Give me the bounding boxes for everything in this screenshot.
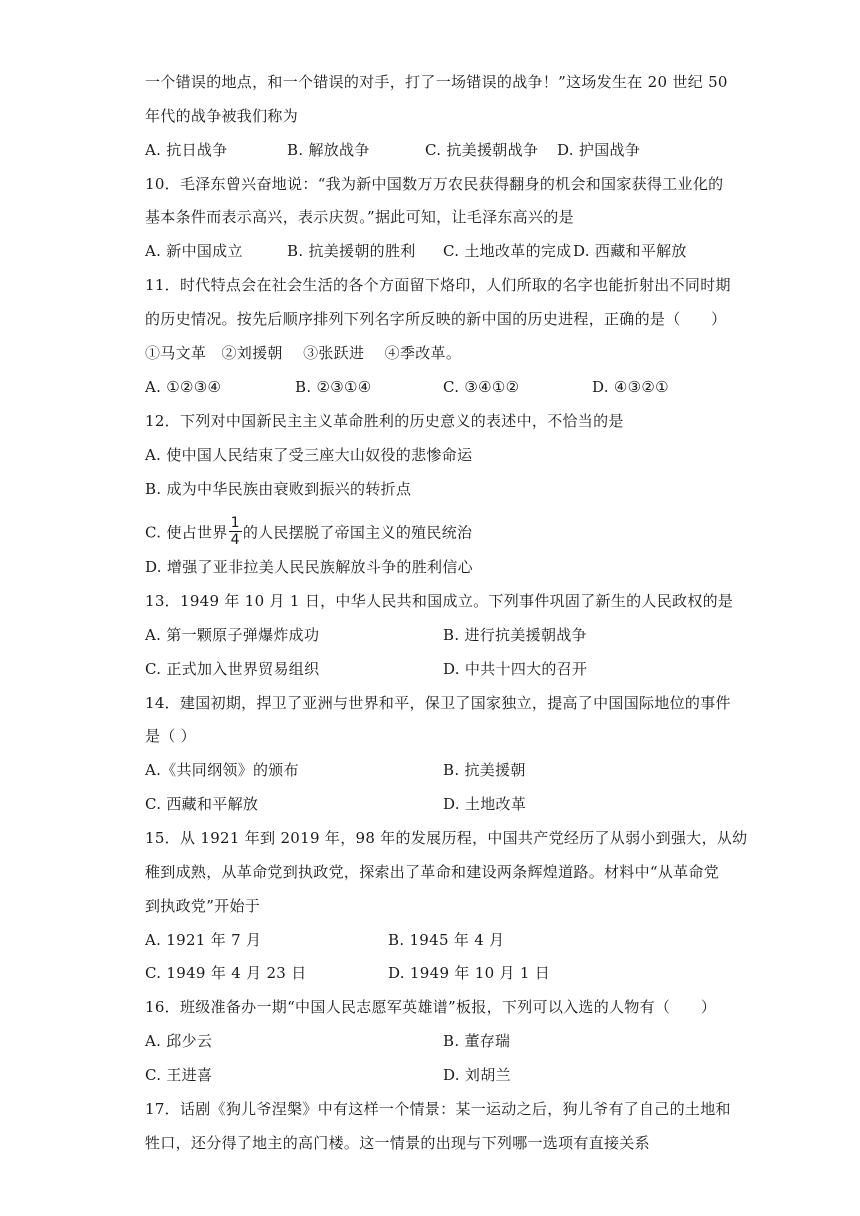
- q12-option-a: A. 使中国人民结束了受三座大山奴役的悲惨命运: [145, 446, 473, 464]
- q9-option-c: C. 抗美援朝战争: [425, 141, 539, 159]
- q11-line-1: 11．时代特点会在社会生活的各个方面留下烙印，人们所取的名字也能折射出不同时期: [145, 276, 731, 294]
- q9-line-2: 年代的战争被我们称为: [145, 107, 299, 125]
- q14-option-d: D. 土地改革: [443, 795, 527, 813]
- q9-line-1: 一个错误的地点，和一个错误的对手，打了一场错误的战争！”这场发生在 20 世纪 50: [145, 73, 728, 91]
- q13-stem: 13．1949 年 10 月 1 日，中华人民共和国成立。下列事件巩固了新生的人民政权的是: [145, 592, 734, 610]
- q14-line-2: 是（ ）: [145, 727, 196, 745]
- q12-stem: 12．下列对中国新民主主义革命胜利的历史意义的表述中，不恰当的是: [145, 412, 624, 430]
- q16-option-b: B. 董存瑞: [443, 1032, 511, 1050]
- q15-option-b: B. 1945 年 4 月: [388, 931, 505, 949]
- q14-option-c: C. 西藏和平解放: [145, 795, 259, 813]
- fraction-denominator: 4: [230, 532, 240, 548]
- q12-option-c: [145, 517, 472, 550]
- q15-line-3: 到执政党”开始于: [145, 897, 261, 915]
- q11-option-d: D. ④③②①: [592, 378, 669, 396]
- fraction-numerator: 1: [230, 515, 240, 531]
- q10-option-d: D. 西藏和平解放: [573, 242, 687, 260]
- q13-option-a: A. 第一颗原子弹爆炸成功: [145, 626, 320, 644]
- q15-option-d: D. 1949 年 10 月 1 日: [388, 964, 551, 982]
- q17-line-2: 牲口，还分得了地主的高门楼。这一情景的出现与下列哪一选项有直接关系: [145, 1134, 650, 1152]
- q11-option-c: C. ③④①②: [443, 378, 520, 396]
- fraction-one-quarter: [229, 515, 242, 548]
- q15-option-c: C. 1949 年 4 月 23 日: [145, 964, 307, 982]
- q14-option-a: A.《共同纲领》的颁布: [145, 761, 299, 779]
- q9-option-b: B. 解放战争: [287, 141, 370, 159]
- q11-line-2: 的历史情况。按先后顺序排列下列名字所反映的新中国的历史进程，正确的是（ ）: [145, 310, 727, 328]
- q15-option-a: A. 1921 年 7 月: [145, 931, 262, 949]
- q10-line-1: 10．毛泽东曾兴奋地说：“我为新中国数万万农民获得翻身的机会和国家获得工业化的: [145, 175, 724, 193]
- q11-option-a: A. ①②③④: [145, 378, 222, 396]
- q16-option-d: D. 刘胡兰: [443, 1066, 511, 1084]
- q10-option-a: A. 新中国成立: [145, 242, 243, 260]
- q10-line-2: 基本条件而表示高兴，表示庆贺。”据此可知，让毛泽东高兴的是: [145, 208, 574, 226]
- q12-option-d: D. 增强了亚非拉美人民民族解放斗争的胜利信心: [145, 558, 473, 576]
- q12-option-c-prefix: C. 使占世界: [145, 523, 228, 542]
- q16-option-a: A. 邱少云: [145, 1032, 213, 1050]
- q16-stem: 16．班级准备办一期“中国人民志愿军英雄谱”板报，下列可以入选的人物有（ ）: [145, 998, 717, 1016]
- q14-line-1: 14．建国初期，捍卫了亚洲与世界和平，保卫了国家独立，提高了中国国际地位的事件: [145, 694, 731, 712]
- q13-option-b: B. 进行抗美援朝战争: [443, 626, 587, 644]
- q17-line-1: 17．话剧《狗儿爷涅槃》中有这样一个情景：某一运动之后，狗儿爷有了自己的土地和: [145, 1100, 731, 1118]
- q9-option-a: A. 抗日战争: [145, 141, 228, 159]
- q14-option-b: B. 抗美援朝: [443, 761, 526, 779]
- q10-option-b: B. 抗美援朝的胜利: [287, 242, 416, 260]
- q12-option-b: B. 成为中华民族由衰败到振兴的转折点: [145, 480, 412, 498]
- q16-option-c: C. 王进喜: [145, 1066, 213, 1084]
- q13-option-c: C. 正式加入世界贸易组织: [145, 660, 320, 678]
- q11-line-3: ①马文革 ②刘援朝 ③张跃进 ④季改革。: [145, 344, 462, 362]
- q10-option-c: C. 土地改革的完成: [443, 242, 572, 260]
- q11-option-b: B. ②③①④: [295, 378, 372, 396]
- q13-option-d: D. 中共十四大的召开: [443, 660, 588, 678]
- q12-option-c-suffix: 的人民摆脱了帝国主义的殖民统治: [242, 523, 473, 542]
- q9-option-d: D. 护国战争: [557, 141, 641, 159]
- q15-line-2: 稚到成熟，从革命党到执政党，探索出了革命和建设两条辉煌道路。材料中“从革命党: [145, 863, 720, 881]
- q15-line-1: 15．从 1921 年到 2019 年，98 年的发展历程，中国共产党经历了从弱小到强大，从幼: [145, 829, 748, 847]
